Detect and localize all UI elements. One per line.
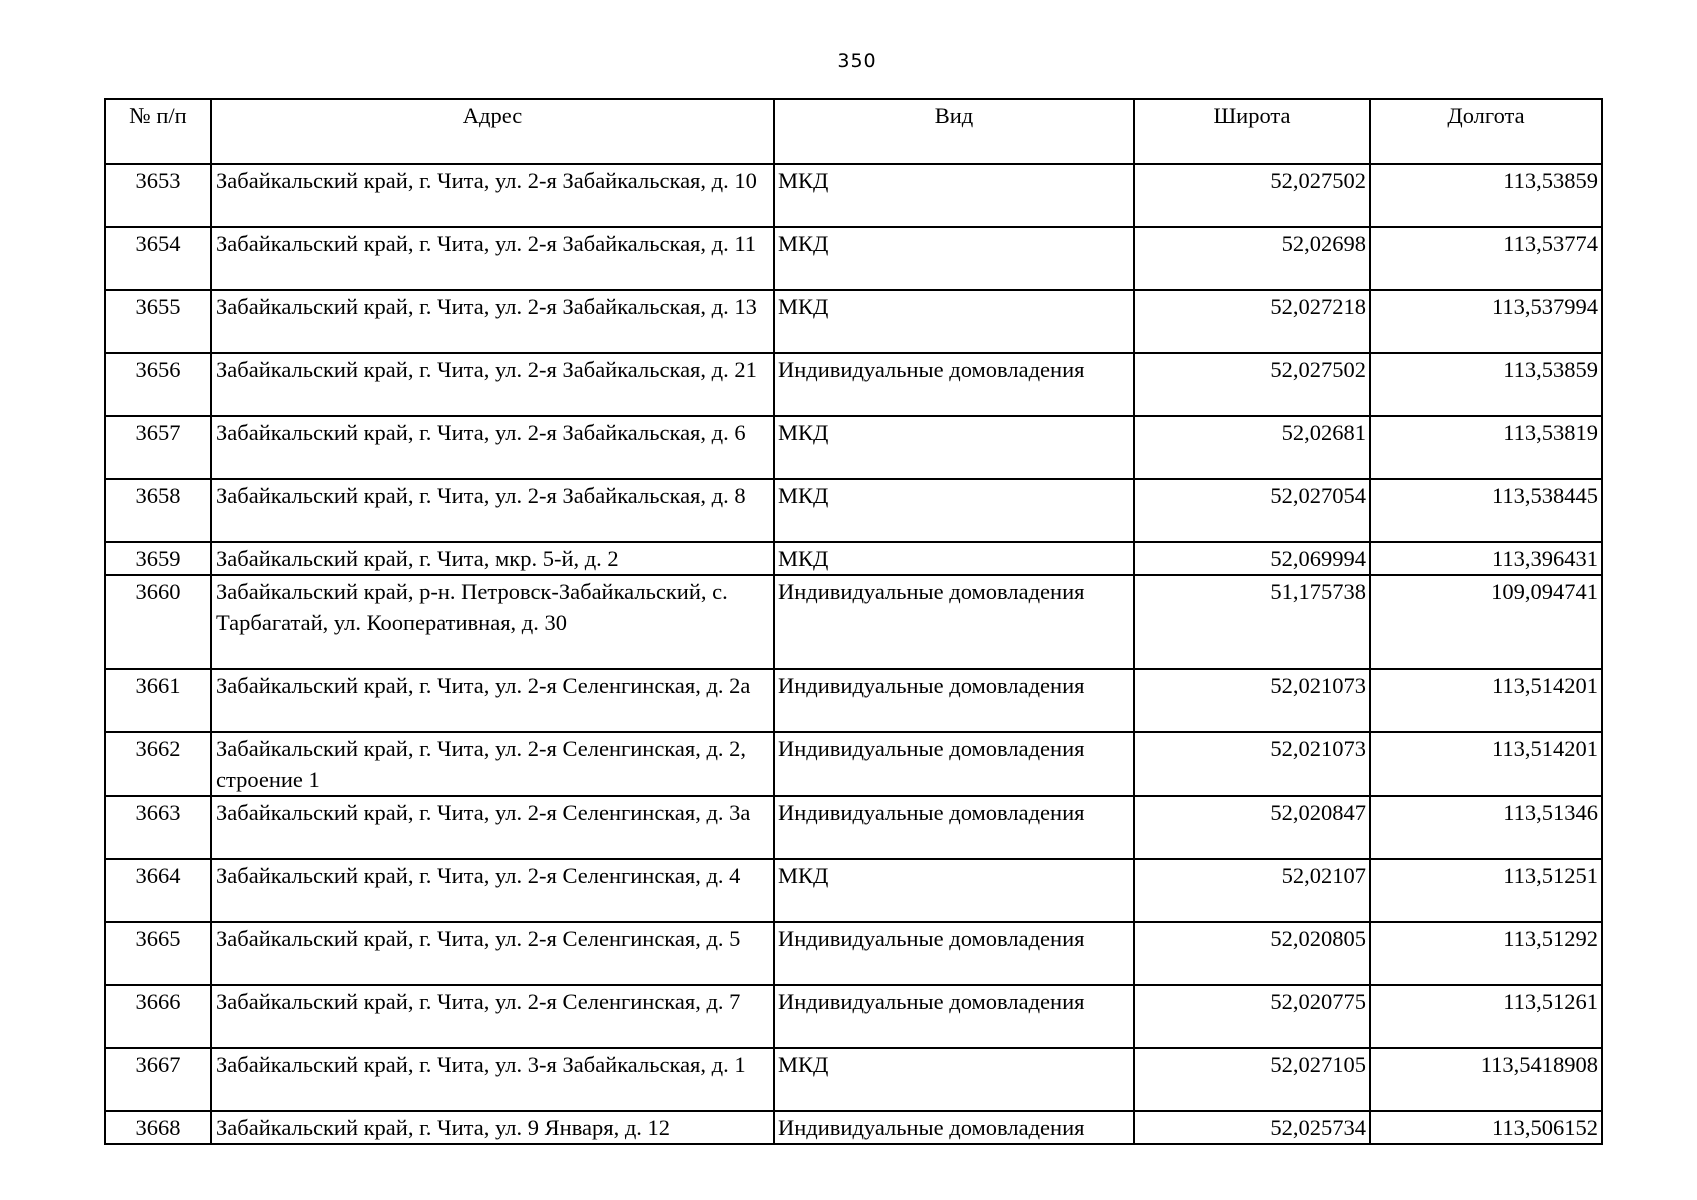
row-longitude: 113,51251 (1370, 859, 1602, 922)
row-kind: МКД (774, 290, 1134, 353)
header-address: Адрес (211, 99, 774, 164)
table-row (105, 732, 1602, 796)
row-number: 3664 (105, 859, 211, 922)
row-kind: МКД (774, 227, 1134, 290)
row-number: 3653 (105, 164, 211, 227)
table-row (105, 416, 1602, 479)
row-latitude: 52,027218 (1134, 290, 1370, 353)
row-longitude: 113,53819 (1370, 416, 1602, 479)
row-latitude: 52,021073 (1134, 669, 1370, 732)
row-number: 3654 (105, 227, 211, 290)
table-row (105, 985, 1602, 1048)
row-kind: МКД (774, 1048, 1134, 1111)
row-kind: Индивидуальные домовладения (774, 922, 1134, 985)
row-kind: МКД (774, 859, 1134, 922)
table-row (105, 542, 1602, 575)
table-row (105, 227, 1602, 290)
row-address: Забайкальский край, г. Чита, ул. 2-я Селенгинская, д. 3а (211, 796, 774, 859)
row-latitude: 52,027502 (1134, 353, 1370, 416)
table-row (105, 922, 1602, 985)
row-address: Забайкальский край, р-н. Петровск-Забайкальский, с. Тарбагатай, ул. Кооперативная, д. 30 (211, 575, 774, 669)
table-header-row (105, 99, 1602, 164)
page-number: 350 (837, 50, 877, 72)
row-kind: Индивидуальные домовладения (774, 575, 1134, 669)
table-row (105, 669, 1602, 732)
row-address: Забайкальский край, г. Чита, ул. 2-я Забайкальская, д. 21 (211, 353, 774, 416)
row-address: Забайкальский край, г. Чита, ул. 3-я Забайкальская, д. 1 (211, 1048, 774, 1111)
row-longitude: 113,514201 (1370, 669, 1602, 732)
row-address: Забайкальский край, г. Чита, мкр. 5-й, д. 2 (211, 542, 774, 575)
row-number: 3666 (105, 985, 211, 1048)
row-address: Забайкальский край, г. Чита, ул. 2-я Селенгинская, д. 5 (211, 922, 774, 985)
row-kind: Индивидуальные домовладения (774, 1111, 1134, 1144)
row-address: Забайкальский край, г. Чита, ул. 2-я Селенгинская, д. 2, строение 1 (211, 732, 774, 796)
row-longitude: 113,514201 (1370, 732, 1602, 796)
row-latitude: 52,02107 (1134, 859, 1370, 922)
header-num: № п/п (105, 99, 211, 164)
row-kind: МКД (774, 164, 1134, 227)
row-kind: МКД (774, 416, 1134, 479)
row-latitude: 52,020805 (1134, 922, 1370, 985)
header-kind: Вид (774, 99, 1134, 164)
row-number: 3661 (105, 669, 211, 732)
row-number: 3662 (105, 732, 211, 796)
row-kind: МКД (774, 542, 1134, 575)
row-longitude: 113,53859 (1370, 353, 1602, 416)
row-address: Забайкальский край, г. Чита, ул. 2-я Забайкальская, д. 8 (211, 479, 774, 542)
row-latitude: 52,02698 (1134, 227, 1370, 290)
row-longitude: 113,53859 (1370, 164, 1602, 227)
row-latitude: 52,020775 (1134, 985, 1370, 1048)
table-row (105, 164, 1602, 227)
row-number: 3667 (105, 1048, 211, 1111)
row-kind: Индивидуальные домовладения (774, 353, 1134, 416)
row-longitude: 113,538445 (1370, 479, 1602, 542)
row-number: 3658 (105, 479, 211, 542)
row-latitude: 52,02681 (1134, 416, 1370, 479)
row-kind: Индивидуальные домовладения (774, 732, 1134, 796)
row-address: Забайкальский край, г. Чита, ул. 2-я Забайкальская, д. 10 (211, 164, 774, 227)
row-number: 3660 (105, 575, 211, 669)
address-table (104, 98, 1603, 1145)
header-longitude: Долгота (1370, 99, 1602, 164)
row-number: 3656 (105, 353, 211, 416)
row-longitude: 113,51346 (1370, 796, 1602, 859)
table-row (105, 859, 1602, 922)
row-address: Забайкальский край, г. Чита, ул. 2-я Селенгинская, д. 7 (211, 985, 774, 1048)
row-address: Забайкальский край, г. Чита, ул. 2-я Селенгинская, д. 2а (211, 669, 774, 732)
row-address: Забайкальский край, г. Чита, ул. 2-я Забайкальская, д. 13 (211, 290, 774, 353)
row-kind: МКД (774, 479, 1134, 542)
row-latitude: 52,025734 (1134, 1111, 1370, 1144)
row-latitude: 52,027502 (1134, 164, 1370, 227)
row-address: Забайкальский край, г. Чита, ул. 9 Января, д. 12 (211, 1111, 774, 1144)
row-latitude: 52,069994 (1134, 542, 1370, 575)
row-number: 3665 (105, 922, 211, 985)
row-number: 3659 (105, 542, 211, 575)
row-latitude: 52,020847 (1134, 796, 1370, 859)
row-number: 3668 (105, 1111, 211, 1144)
row-kind: Индивидуальные домовладения (774, 985, 1134, 1048)
row-longitude: 113,537994 (1370, 290, 1602, 353)
row-latitude: 52,021073 (1134, 732, 1370, 796)
row-number: 3655 (105, 290, 211, 353)
table-row (105, 353, 1602, 416)
table-row (105, 290, 1602, 353)
header-latitude: Широта (1134, 99, 1370, 164)
row-kind: Индивидуальные домовладения (774, 796, 1134, 859)
table-row (105, 479, 1602, 542)
row-latitude: 51,175738 (1134, 575, 1370, 669)
table-row (105, 796, 1602, 859)
table-row (105, 1048, 1602, 1111)
row-address: Забайкальский край, г. Чита, ул. 2-я Забайкальская, д. 11 (211, 227, 774, 290)
row-latitude: 52,027054 (1134, 479, 1370, 542)
table-row (105, 1111, 1602, 1144)
row-longitude: 113,53774 (1370, 227, 1602, 290)
row-longitude: 113,5418908 (1370, 1048, 1602, 1111)
table-row (105, 575, 1602, 669)
row-latitude: 52,027105 (1134, 1048, 1370, 1111)
row-longitude: 113,396431 (1370, 542, 1602, 575)
row-longitude: 113,506152 (1370, 1111, 1602, 1144)
row-longitude: 113,51261 (1370, 985, 1602, 1048)
row-kind: Индивидуальные домовладения (774, 669, 1134, 732)
row-number: 3657 (105, 416, 211, 479)
row-longitude: 109,094741 (1370, 575, 1602, 669)
row-address: Забайкальский край, г. Чита, ул. 2-я Селенгинская, д. 4 (211, 859, 774, 922)
row-address: Забайкальский край, г. Чита, ул. 2-я Забайкальская, д. 6 (211, 416, 774, 479)
row-number: 3663 (105, 796, 211, 859)
row-longitude: 113,51292 (1370, 922, 1602, 985)
